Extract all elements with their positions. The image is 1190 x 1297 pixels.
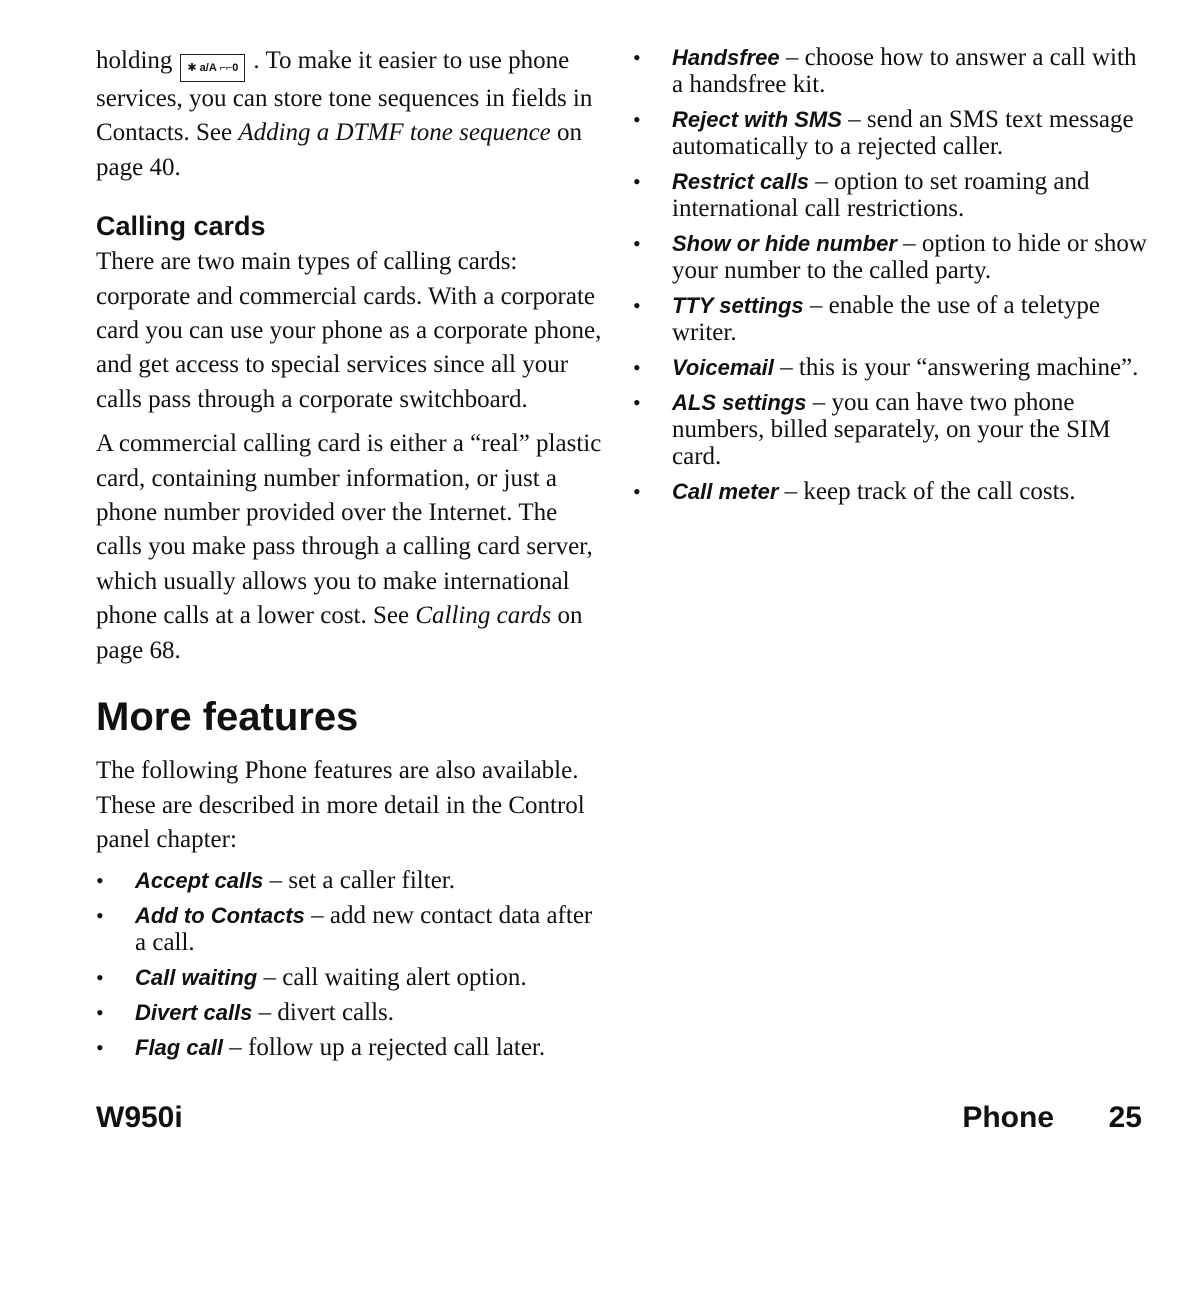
page-footer bbox=[96, 1100, 1142, 1136]
left-column bbox=[96, 44, 608, 1069]
feature-description: – choose how to answer a call with a handsfree kit. bbox=[672, 44, 1137, 98]
feature-description: – option to set roaming and international call restrictions. bbox=[672, 168, 1090, 222]
feature-description: – call waiting alert option. bbox=[257, 964, 527, 992]
bullet-icon: • bbox=[96, 1000, 104, 1026]
intro-after-key: . To make it easier to use phone services, you can store tone sequences in fields in Contacts. See bbox=[96, 47, 593, 147]
list-item bbox=[633, 44, 1153, 98]
feature-term: Divert calls bbox=[135, 1000, 253, 1026]
calling-cards-paragraph-1: There are two main types of calling cards: corporate and commercial cards. With a corporate card you can use your phone as a corporate phone, and get access to special services since all your calls pass through a corporate switchboard. bbox=[96, 248, 602, 413]
bullet-icon: • bbox=[633, 231, 641, 256]
bullet-icon: • bbox=[633, 169, 641, 194]
dtmf-reference: Adding a DTMF tone sequence bbox=[238, 119, 551, 147]
feature-term: Call waiting bbox=[135, 965, 258, 991]
list-item bbox=[633, 354, 1153, 381]
more-features-intro: The following Phone features are also available. These are described in more detail in the Control panel chapter: bbox=[96, 757, 585, 853]
phone-features-list bbox=[633, 44, 1153, 505]
bullet-icon: • bbox=[96, 868, 104, 894]
calling-cards-heading: Calling cards bbox=[96, 211, 266, 242]
bullet-icon: • bbox=[633, 107, 641, 132]
list-item bbox=[633, 230, 1153, 284]
page-number: 25 bbox=[1108, 1101, 1142, 1134]
feature-term: Voicemail bbox=[672, 355, 774, 380]
calling-cards-paragraph-2-end: on page 68. bbox=[96, 602, 583, 664]
bullet-icon: • bbox=[96, 903, 104, 929]
feature-term: Restrict calls bbox=[672, 169, 809, 194]
calling-cards-paragraph-2-text: A commercial calling card is either a “real” plastic card, containing number information, or just a phone number provided over the Internet. The calls you make pass through a calling card server, which usually allows you to make international phone calls at a lower cost. See bbox=[96, 430, 602, 630]
bullet-icon: • bbox=[633, 479, 641, 504]
feature-description: – divert calls. bbox=[252, 999, 395, 1027]
list-item bbox=[96, 999, 608, 1026]
list-item bbox=[633, 292, 1153, 346]
feature-description: – follow up a rejected call later. bbox=[223, 1034, 546, 1062]
more-features-heading: More features bbox=[96, 695, 359, 740]
feature-description: – set a caller filter. bbox=[263, 867, 455, 895]
list-item bbox=[96, 867, 608, 894]
feature-description: – add new contact data after a call. bbox=[135, 902, 593, 957]
feature-description: – option to hide or show your number to the called party. bbox=[672, 230, 1147, 284]
bullet-icon: • bbox=[633, 293, 641, 318]
feature-description: – you can have two phone numbers, billed separately, on your the SIM card. bbox=[672, 389, 1111, 470]
bullet-icon: • bbox=[633, 355, 641, 380]
list-item bbox=[96, 1034, 608, 1061]
feature-description: – this is your “answering machine”. bbox=[773, 354, 1139, 381]
list-item bbox=[633, 168, 1153, 222]
feature-term: Call meter bbox=[672, 479, 779, 504]
right-column bbox=[633, 44, 1153, 513]
more-features-list bbox=[96, 867, 608, 1061]
feature-description: – enable the use of a teletype writer. bbox=[672, 292, 1101, 346]
intro-before-key: holding bbox=[96, 47, 173, 74]
feature-term: Show or hide number bbox=[672, 231, 897, 256]
feature-term: Handsfree bbox=[672, 45, 780, 70]
list-item bbox=[633, 478, 1153, 505]
feature-term: Add to Contacts bbox=[135, 903, 305, 929]
feature-description: – send an SMS text message automatically to a rejected caller. bbox=[672, 106, 1134, 160]
feature-term: Reject with SMS bbox=[672, 107, 842, 132]
bullet-icon: • bbox=[96, 965, 104, 991]
list-item bbox=[633, 389, 1153, 470]
bullet-icon: • bbox=[633, 45, 641, 70]
intro-after-link: on page 40. bbox=[96, 119, 583, 181]
list-item bbox=[633, 106, 1153, 160]
bullet-icon: • bbox=[633, 390, 641, 415]
feature-term: TTY settings bbox=[672, 293, 804, 318]
bullet-icon: • bbox=[96, 1035, 104, 1061]
feature-term: ALS settings bbox=[672, 390, 807, 415]
feature-description: – keep track of the call costs. bbox=[778, 478, 1076, 505]
feature-term: Flag call bbox=[135, 1035, 224, 1061]
model-name: W950i bbox=[96, 1101, 183, 1134]
list-item bbox=[96, 902, 608, 956]
calling-cards-reference: Calling cards bbox=[415, 602, 552, 630]
section-name: Phone bbox=[962, 1101, 1054, 1134]
feature-term: Accept calls bbox=[135, 868, 264, 894]
intro-paragraph bbox=[96, 44, 608, 185]
star-key-icon: ✱ a/A ⌐⌐0 bbox=[180, 54, 245, 82]
calling-cards-paragraph-2 bbox=[96, 427, 608, 668]
list-item bbox=[96, 964, 608, 991]
